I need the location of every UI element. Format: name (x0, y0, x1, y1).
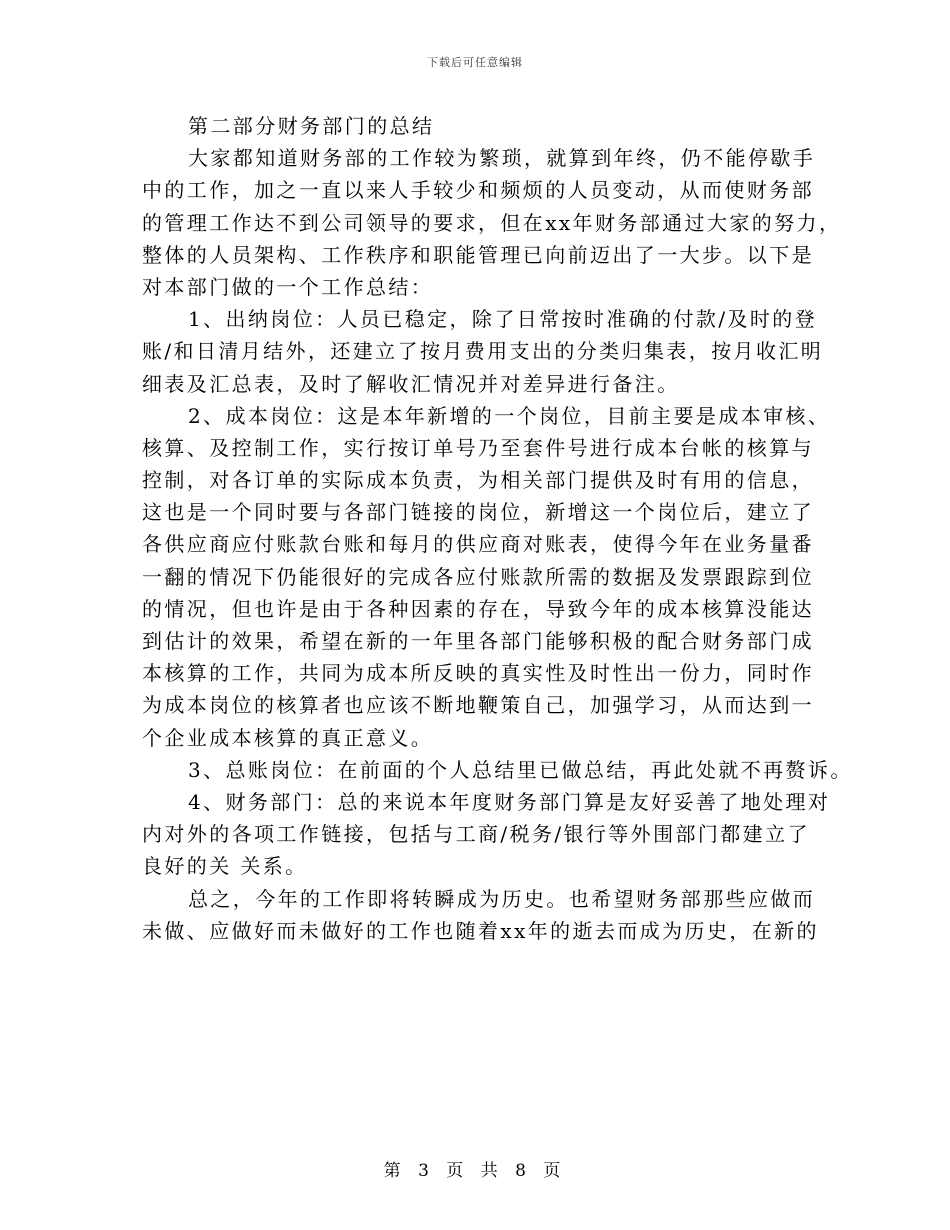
paragraph-line: 大家都知道财务部的工作较为繁琐，就算到年终，仍不能停歇手 (188, 146, 816, 171)
paragraph-line: 的管理工作达不到公司领导的要求，但在xx年财务部通过大家的努力， (142, 210, 842, 235)
page-number: 第 3 页 共 8 页 (383, 1161, 567, 1181)
paragraph-line: 这也是一个同时要与各部门链接的岗位，新增这一个岗位后，建立了 (142, 500, 814, 525)
document-body (142, 110, 853, 947)
paragraph-line: 4、财务部门：总的来说本年度财务部门算是友好妥善了地处理对 (188, 789, 831, 814)
paragraph-line: 各供应商应付账款台账和每月的供应商对账表，使得今年在业务量番 (142, 532, 814, 557)
paragraph-line: 到估计的效果，希望在新的一年里各部门能够积极的配合财务部门成 (142, 629, 814, 653)
paragraph-line: 1、出纳岗位：人员已稳定，除了日常按时准确的付款/及时的登 (188, 307, 818, 332)
paragraph-line: 对本部门做的一个工作总结： (142, 274, 434, 299)
paragraph-line: 为成本岗位的核算者也应该不断地鞭策自己，加强学习，从而达到一 (142, 693, 814, 718)
paragraph-line: 的情况，但也许是由于各种因素的存在，导致今年的成本核算没能达 (142, 596, 814, 621)
paragraph-line: 内对外的各项工作链接，包括与工商/税务/银行等外围部门都建立了 (142, 822, 810, 847)
page-header: 下载后可任意编辑 (427, 56, 523, 69)
paragraph-line: 控制，对各订单的实际成本负责，为相关部门提供及时有用的信息， (142, 468, 814, 493)
section-title: 第二部分财务部门的总结 (188, 114, 435, 138)
paragraph-line: 2、成本岗位：这是本年新增的一个岗位，目前主要是成本审核、 (188, 403, 831, 428)
paragraph-line: 核算、及控制工作，实行按订单号乃至套件号进行成本台帐的核算与 (142, 435, 814, 460)
paragraph-line: 良好的关 关系。 (142, 854, 308, 879)
paragraph-line: 一翻的情况下仍能很好的完成各应付账款所需的数据及发票跟踪到位 (142, 564, 814, 589)
paragraph-line: 中的工作，加之一直以来人手较少和频烦的人员变动，从而使财务部 (142, 178, 814, 203)
paragraph-line: 个企业成本核算的真正意义。 (142, 725, 434, 750)
paragraph-line: 细表及汇总表，及时了解收汇情况并对差异进行备注。 (142, 371, 680, 396)
paragraph-line: 总之，今年的工作即将转瞬成为历史。也希望财务部那些应做而 (188, 886, 816, 911)
paragraph-line: 3、总账岗位：在前面的个人总结里已做总结，再此处就不再赘诉。 (188, 757, 853, 782)
paragraph-line: 账/和日清月结外，还建立了按月费用支出的分类归集表，按月收汇明 (142, 339, 824, 364)
paragraph-line: 本核算的工作，共同为成本所反映的真实性及时性出一份力，同时作 (142, 661, 814, 686)
paragraph-line: 整体的人员架构、工作秩序和职能管理已向前迈出了一大步。以下是 (142, 242, 814, 267)
paragraph-line: 未做、应做好而未做好的工作也随着xx年的逝去而成为历史，在新的 (142, 918, 819, 943)
